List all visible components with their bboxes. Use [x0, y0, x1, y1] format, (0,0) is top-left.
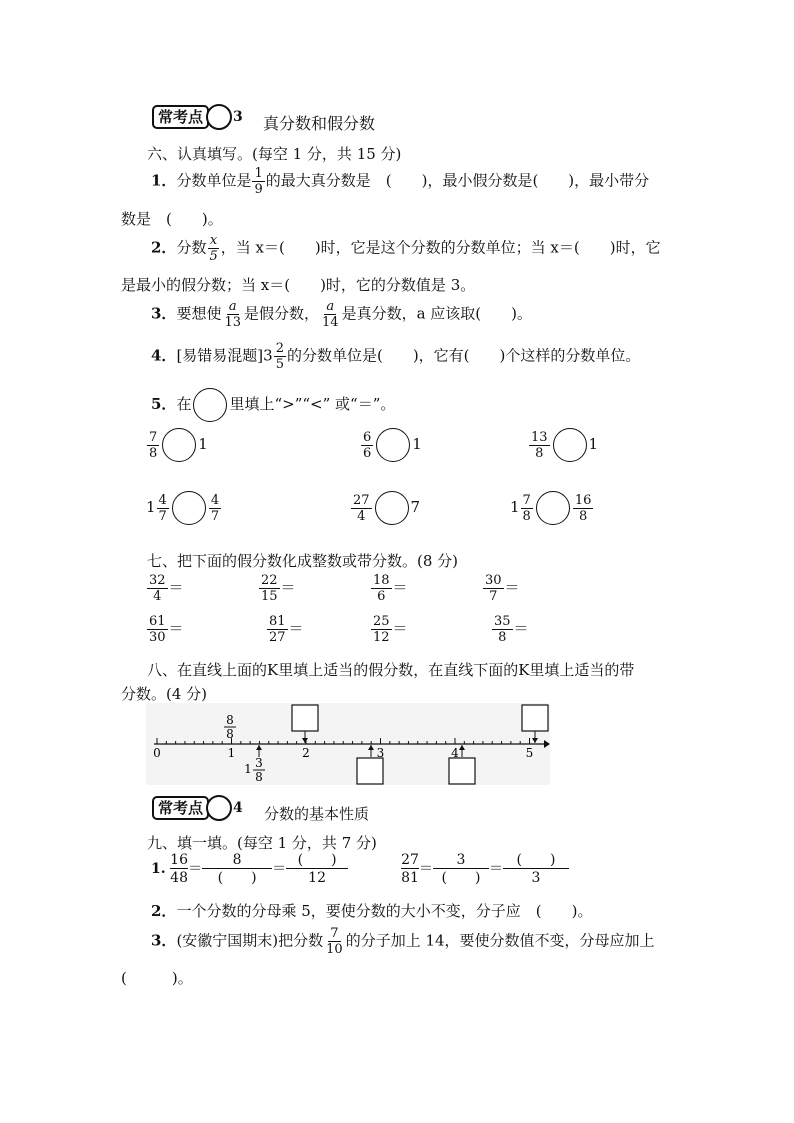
answer-box-above[interactable] — [522, 705, 548, 731]
below-fraction-num: 3 — [255, 756, 263, 770]
q8-line2: 分数。(4 分) — [121, 685, 208, 703]
item-text: 分数单位是 — [176, 171, 252, 190]
q7-item: $\frac{22}{15}$ ＝ — [261, 573, 296, 604]
q7-item: $\frac{61}{30}$ ＝ — [149, 614, 184, 645]
q6-item3 — [151, 300, 532, 329]
compare-item: $\frac{13}{8}$ 1 — [531, 429, 599, 461]
tick-label: 5 — [525, 746, 534, 760]
fraction: $\frac{2}{5}$ — [275, 341, 284, 372]
badge-number: 4 — [233, 800, 243, 816]
item-number: 1． — [151, 171, 177, 190]
compare-circle[interactable] — [375, 491, 409, 525]
q7-item: $\frac{18}{6}$ ＝ — [373, 573, 408, 604]
compare-circle[interactable] — [536, 491, 570, 525]
badge-label: 常考点 — [152, 105, 209, 129]
fraction: $\frac{a}{13}$ — [224, 299, 241, 330]
compare-item: $\frac{27}{4}$ 7 — [353, 492, 421, 524]
blank-circle[interactable] — [193, 388, 227, 422]
fraction: $\frac{1}{9}$ — [254, 166, 263, 197]
badge-circle-icon — [206, 795, 232, 821]
q7-heading: 七、把下面的假分数化成整数或带分数。(8 分) — [147, 552, 459, 570]
item-text: 是真分数，a 应该取( )。 — [341, 304, 532, 323]
q6-item2 — [151, 234, 661, 263]
tick-label: 4 — [451, 746, 459, 760]
q9-item3: 3．(安徽宁国期末)把分数 $\frac{7}{10}$ 的分子加上 14，要使分数值不变，分母应加上 — [151, 926, 655, 957]
tick-label: 2 — [302, 746, 310, 760]
fraction: $\frac{a}{14}$ — [322, 299, 339, 330]
item-number: 3． — [151, 304, 177, 323]
compare-circle[interactable] — [172, 491, 206, 525]
item-text: 是假分数， — [244, 304, 320, 323]
section-title-3: 真分数和假分数 — [263, 114, 376, 133]
item-text: 的分数单位是( )，它有( )个这样的分数单位。 — [286, 346, 641, 365]
badge-label: 常考点 — [152, 796, 209, 820]
item-text: [易错易混题]3 — [176, 346, 273, 365]
compare-item: $\frac{7}{8}$ 1 — [149, 429, 208, 461]
item-text: 分数 — [176, 238, 207, 257]
item-number: 2． — [151, 238, 177, 257]
above-fraction-num: 8 — [226, 713, 234, 727]
section-badge-4 — [152, 795, 243, 821]
item-text: 在 — [176, 395, 192, 413]
q7-item: $\frac{30}{7}$ ＝ — [485, 573, 520, 604]
fraction: $\frac{x}{5}$ — [209, 233, 218, 264]
compare-item: 1 $\frac{4}{7}$ $\frac{4}{7}$ — [146, 492, 220, 524]
q9-item3-cont: ( )。 — [121, 969, 193, 987]
q9-item2: 2．一个分数的分母乘 5，要使分数的大小不变，分子应 ( )。 — [151, 902, 593, 920]
q6-item5 — [151, 388, 395, 422]
q6-heading: 六、认真填写。(每空 1 分，共 15 分) — [147, 145, 402, 163]
item-number: 5． — [151, 395, 177, 413]
q8-line1: 八、在直线上面的K里填上适当的假分数，在直线下面的K里填上适当的带 — [147, 661, 635, 679]
answer-box-below[interactable] — [357, 758, 383, 784]
answer-box-below[interactable] — [449, 758, 475, 784]
item-number: 4． — [151, 346, 177, 365]
q9-item1: 1. $\frac{16}{48}$ ＝ 8 ( ) ＝ ( ) 12 $\frac{27}{81}$ ＝ 3 ( ) ＝ ( ) 3 — [151, 853, 569, 885]
compare-circle[interactable] — [376, 428, 410, 462]
q7-item: $\frac{35}{8}$ ＝ — [494, 614, 529, 645]
q7-item: $\frac{25}{12}$ ＝ — [373, 614, 408, 645]
badge-circle-icon — [206, 104, 232, 130]
below-whole: 1 — [244, 762, 252, 776]
tick-label: 1 — [227, 746, 236, 760]
answer-box-above[interactable] — [292, 705, 318, 731]
q6-item1-cont: 数是 ( )。 — [121, 210, 223, 228]
item-text: ，当 x＝( )时，它是这个分数的分数单位；当 x＝( )时，它 — [220, 238, 661, 257]
below-fraction-den: 8 — [255, 770, 263, 784]
item-text: 的最大真分数是 ( )，最小假分数是( )，最小带分 — [265, 171, 650, 190]
above-fraction-den: 8 — [226, 727, 234, 741]
compare-circle[interactable] — [162, 428, 196, 462]
tick-label: 0 — [153, 746, 161, 760]
section-title-4: 分数的基本性质 — [264, 805, 370, 823]
compare-item: 1 $\frac{7}{8}$ $\frac{16}{8}$ — [510, 492, 592, 524]
q9-heading: 九、填一填。(每空 1 分，共 7 分) — [147, 834, 377, 852]
item-text: 里填上“>”“<” 或“＝”。 — [229, 395, 396, 413]
section-badge-3 — [152, 104, 243, 130]
q7-item: $\frac{81}{27}$ ＝ — [269, 614, 304, 645]
item-text: 要想使 — [176, 304, 222, 323]
q7-item: $\frac{32}{4}$ ＝ — [149, 573, 184, 604]
q6-item2-cont: 是最小的假分数；当 x＝( )时，它的分数值是 3。 — [121, 276, 476, 294]
q6-item1 — [151, 167, 649, 196]
tick-label: 3 — [376, 746, 385, 760]
q6-item4 — [151, 342, 640, 371]
compare-circle[interactable] — [553, 428, 587, 462]
number-line — [146, 703, 550, 785]
compare-item: $\frac{6}{6}$ 1 — [363, 429, 422, 461]
badge-number: 3 — [233, 109, 243, 125]
